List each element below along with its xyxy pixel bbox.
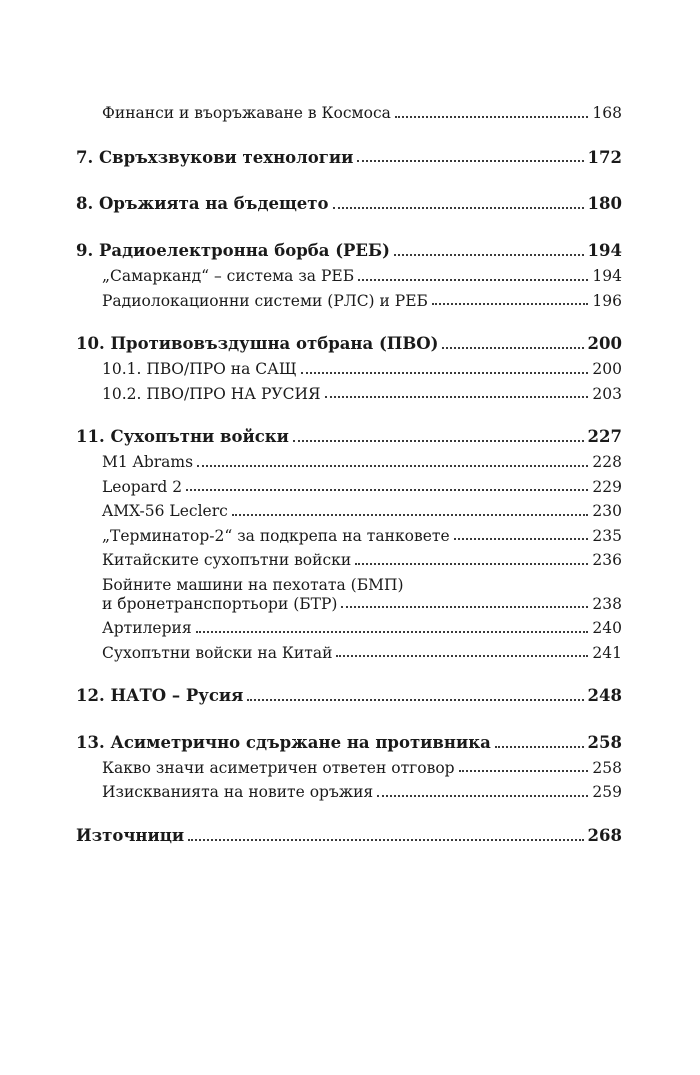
toc-page-number: 180 (587, 194, 622, 214)
toc-page-number: 248 (587, 686, 622, 706)
toc-entry-title: „Самарканд“ – система за РЕБ (102, 266, 355, 285)
toc-page-number: 230 (592, 502, 622, 521)
toc-entry-title: Какво значи асиметричен ответен отговор (102, 758, 455, 777)
toc-page-number: 259 (592, 783, 622, 802)
dot-leader (333, 206, 584, 209)
toc-entry-new-weapons-requirements[interactable] (76, 783, 622, 802)
toc-entry-title: Източници (76, 826, 185, 846)
toc-entry-title: „Терминатор-2“ за подкрепа на танковете (102, 526, 450, 545)
toc-entry-title: Сухопътни войски на Китай (102, 643, 333, 662)
toc-entry-title: AMX-56 Leclerc (102, 502, 228, 521)
toc-entry-title: 8. Оръжията на бъдещето (76, 194, 329, 214)
toc-page-number: 200 (592, 359, 622, 378)
toc-entry-title: 11. Сухопътни войски (76, 427, 289, 447)
toc-entry-title-line2: и бронетранспортьори (БТР) (102, 594, 338, 613)
toc-entry-title: 10.2. ПВО/ПРО НА РУСИЯ (102, 384, 321, 403)
dot-leader (377, 794, 588, 797)
toc-page-number: 240 (592, 619, 622, 638)
toc-page-number: 258 (587, 733, 622, 753)
toc-entry-leclerc[interactable] (76, 502, 622, 521)
toc-entry-10-2[interactable] (76, 385, 622, 404)
toc-page-number: 228 (592, 452, 622, 471)
dot-leader (293, 439, 584, 442)
toc-entry-space-finance[interactable] (76, 104, 622, 123)
toc-entry-title: Leopard 2 (102, 477, 183, 496)
toc-page-number: 172 (587, 147, 622, 167)
dot-leader (355, 562, 588, 565)
dot-leader (196, 630, 589, 633)
toc-page-number: 227 (587, 427, 622, 447)
table-of-contents (76, 104, 622, 846)
toc-entry-title: Радиолокационни системи (РЛС) и РЕБ (102, 291, 428, 310)
dot-leader (432, 302, 588, 305)
toc-entry-samarkand[interactable] (76, 267, 622, 286)
toc-page-number: 203 (592, 384, 622, 403)
toc-sources[interactable] (76, 826, 622, 846)
toc-page-number: 194 (587, 241, 622, 261)
toc-chapter-13[interactable] (76, 733, 622, 753)
toc-entry-title: M1 Abrams (102, 452, 194, 471)
toc-page-number: 258 (592, 758, 622, 777)
dot-leader (186, 488, 588, 491)
toc-page-number: 235 (592, 526, 622, 545)
toc-entry-title: 10.1. ПВО/ПРО на САЩ (102, 359, 297, 378)
toc-page-number: 229 (592, 477, 622, 496)
dot-leader (188, 838, 583, 841)
toc-entry-title: 13. Асиметрично сдържане на противника (76, 733, 491, 753)
dot-leader (341, 605, 588, 608)
toc-entry-10-1[interactable] (76, 360, 622, 379)
toc-entry-m1-abrams[interactable] (76, 453, 622, 472)
toc-chapter-8[interactable] (76, 194, 622, 214)
toc-page-number: 200 (587, 334, 622, 354)
dot-leader (495, 745, 584, 748)
toc-page-number: 196 (592, 291, 622, 310)
toc-entry-china-ground-forces[interactable] (76, 644, 622, 663)
toc-entry-title: 10. Противовъздушна отбрана (ПВО) (76, 334, 439, 354)
toc-entry-ifv-apc[interactable] (76, 576, 622, 613)
dot-leader (197, 464, 588, 467)
toc-entry-title: 9. Радиоелектронна борба (РЕБ) (76, 241, 390, 261)
toc-entry-radar[interactable] (76, 292, 622, 311)
toc-entry-terminator-2[interactable] (76, 527, 622, 546)
toc-entry-title: Изискванията на новите оръжия (102, 783, 374, 802)
dot-leader (358, 278, 588, 281)
toc-chapter-9[interactable] (76, 241, 622, 261)
dot-leader (442, 346, 583, 349)
dot-leader (459, 769, 589, 772)
dot-leader (301, 371, 589, 374)
toc-page-number: 168 (592, 104, 622, 122)
toc-entry-title: Артилерия (102, 619, 192, 638)
toc-entry-title-line1: Бойните машини на пехотата (БМП) (102, 575, 404, 594)
toc-chapter-10[interactable] (76, 334, 622, 354)
toc-entry-second-line (102, 595, 622, 614)
dot-leader (232, 513, 589, 516)
toc-entry-title: Финанси и въоръжаване в Космоса (102, 104, 391, 122)
toc-page-number: 194 (592, 266, 622, 285)
toc-page-number: 236 (592, 551, 622, 570)
dot-leader (357, 159, 583, 162)
dot-leader (395, 115, 589, 118)
toc-entry-asymmetric-response[interactable] (76, 759, 622, 778)
toc-entry-title: Китайските сухопътни войски (102, 551, 352, 570)
toc-page-number: 238 (592, 594, 622, 613)
dot-leader (247, 698, 583, 701)
toc-entry-artillery[interactable] (76, 619, 622, 638)
dot-leader (394, 253, 584, 256)
dot-leader (325, 395, 589, 398)
toc-entry-leopard-2[interactable] (76, 478, 622, 497)
dot-leader (336, 654, 588, 657)
toc-chapter-12[interactable] (76, 686, 622, 706)
toc-entry-title: 12. НАТО – Русия (76, 686, 244, 706)
toc-page-number: 241 (592, 643, 622, 662)
dot-leader (454, 537, 589, 540)
toc-chapter-11[interactable] (76, 427, 622, 447)
toc-page-number: 268 (587, 826, 622, 846)
toc-chapter-7[interactable] (76, 148, 622, 168)
toc-entry-chinese-ground-forces[interactable] (76, 551, 622, 570)
toc-entry-title: 7. Свръхзвукови технологии (76, 147, 354, 167)
